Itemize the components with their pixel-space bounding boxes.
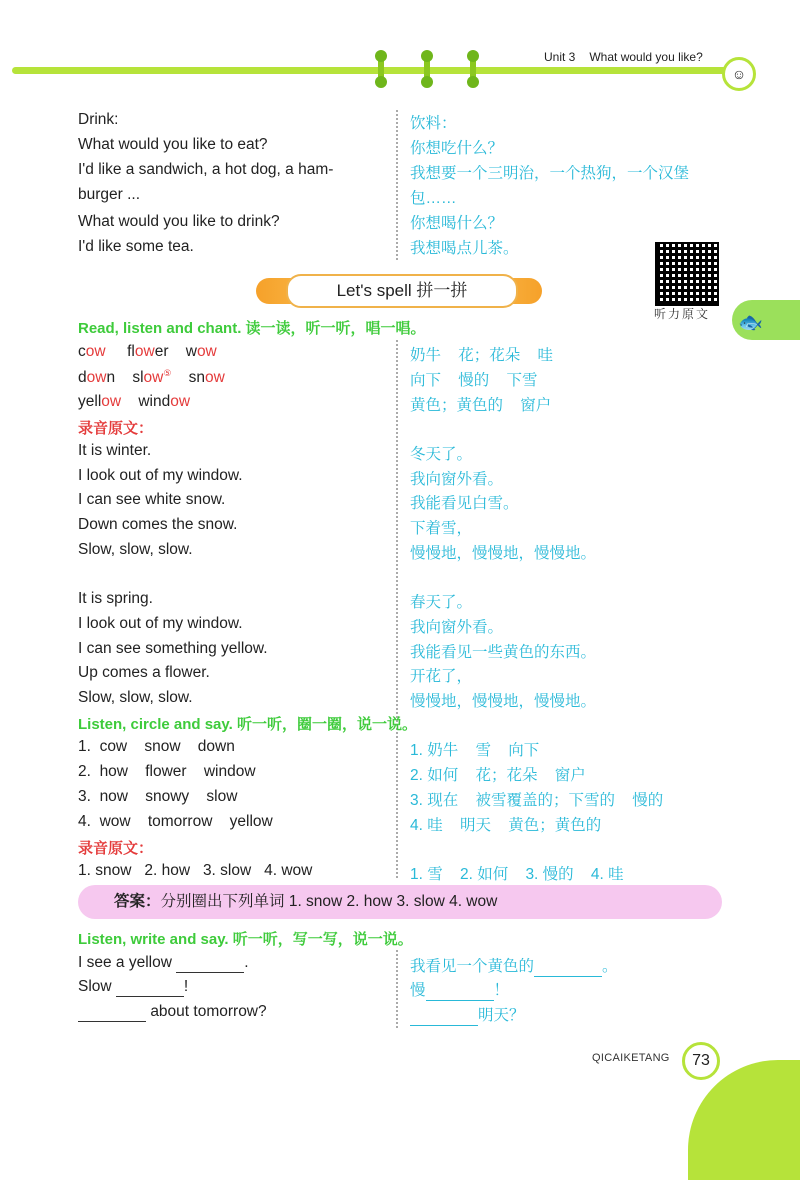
section-title-zh: 读一读，听一听，唱一唱。 xyxy=(245,320,426,337)
transcript-row-zh: 1. 雪 2. 如何 3. 慢的 4. 哇 xyxy=(410,866,624,883)
circle-row-zh: 2. 如何 花；花朵 窗户 xyxy=(410,767,586,784)
chant-line-zh: 我向窗外看。 xyxy=(410,619,504,636)
blank-field[interactable] xyxy=(116,978,184,997)
chant-line-zh: 慢慢地，慢慢地，慢慢地。 xyxy=(410,545,597,562)
text-line: What would you like to eat? xyxy=(78,136,268,153)
word: yellow xyxy=(78,393,122,410)
section-title xyxy=(78,713,417,734)
word: flower xyxy=(127,343,169,360)
chant-line-zh: 我能看见一些黄色的东西。 xyxy=(410,644,597,661)
section-title xyxy=(78,317,426,338)
section-title-zh: 听一听，写一写，说一说。 xyxy=(232,931,413,948)
word-row-zh: 奶牛 花；花朵 哇 xyxy=(410,347,554,364)
fill-line: Slow ! xyxy=(78,978,189,995)
transcript-label: 录音原文： xyxy=(78,420,154,437)
chant-line: Up comes a flower. xyxy=(78,664,210,681)
circle-row-zh: 4. 哇 明天 黄色；黄色的 xyxy=(410,817,602,834)
text-line-zh: 饮料： xyxy=(410,115,457,132)
word: slow⑤ xyxy=(132,368,172,387)
answer-text: 分别圈出下列单词 1. snow 2. how 3. slow 4. wow xyxy=(160,893,498,910)
circle-row: 3. now snowy slow xyxy=(78,788,238,805)
circle-row: 4. wow tomorrow yellow xyxy=(78,813,273,830)
chant-line-zh: 慢慢地，慢慢地，慢慢地。 xyxy=(410,693,597,710)
section-title xyxy=(78,928,413,949)
transcript-label: 录音原文： xyxy=(78,840,154,857)
word: snow xyxy=(188,369,225,387)
fill-line-zh: 慢 ！ xyxy=(410,982,510,999)
fill-line-zh: 我看见一个黄色的 。 xyxy=(410,958,618,975)
answer-box xyxy=(78,885,722,919)
binder-peg xyxy=(378,54,384,84)
text-line-zh: 你想吃什么？ xyxy=(410,140,504,157)
word-row-zh: 黄色；黄色的 窗户 xyxy=(410,397,552,414)
circle-row: 1. cow snow down xyxy=(78,738,235,755)
chant-line-zh: 春天了。 xyxy=(410,594,473,611)
blank-field[interactable] xyxy=(78,1003,146,1022)
word: cow xyxy=(78,343,106,360)
text-line: burger ... xyxy=(78,186,141,203)
blank-field[interactable] xyxy=(410,1007,478,1026)
blank-field[interactable] xyxy=(176,954,244,973)
fill-line: I see a yellow . xyxy=(78,954,249,971)
unit-label: Unit 3 xyxy=(544,50,576,64)
text-line-zh: 你想喝什么？ xyxy=(410,215,504,232)
chant-line: I look out of my window. xyxy=(78,615,243,632)
chant-line-zh: 我能看见白雪。 xyxy=(410,495,519,512)
text-line: I'd like some tea. xyxy=(78,238,194,255)
text-line: What would you like to drink? xyxy=(78,213,280,230)
text-line-zh: 我想要一个三明治，一个热狗，一个汉堡 xyxy=(410,165,690,182)
spell-title: Let's spell 拼一拼 xyxy=(286,274,518,308)
fill-line-zh: 明天？ xyxy=(410,1003,525,1026)
chant-line: Down comes the snow. xyxy=(78,516,238,533)
unit-title: What would you like? xyxy=(589,50,703,64)
binder-peg xyxy=(424,54,430,84)
chant-line: I can see white snow. xyxy=(78,491,226,508)
word: down xyxy=(78,369,116,387)
text-line-zh: 我想喝点儿茶。 xyxy=(410,240,519,257)
blank-field[interactable] xyxy=(426,982,494,1001)
page-number: 73 xyxy=(682,1042,720,1080)
section-title-en: Listen, circle and say. xyxy=(78,716,233,733)
word-row xyxy=(78,368,398,387)
chant-line-zh: 冬天了。 xyxy=(410,446,473,463)
text-line: I'd like a sandwich, a hot dog, a ham- xyxy=(78,161,334,178)
mascot-icon: ☺ xyxy=(722,57,756,91)
chant-line-zh: 我向窗外看。 xyxy=(410,471,504,488)
qr-label: 听力原文 xyxy=(654,307,711,321)
transcript-row: 1. snow 2. how 3. slow 4. wow xyxy=(78,862,313,879)
qr-code-icon[interactable] xyxy=(655,242,719,306)
chant-line: It is winter. xyxy=(78,442,152,459)
word-row xyxy=(78,343,398,361)
text-line-zh: 包…… xyxy=(410,190,457,207)
word: window xyxy=(138,393,191,410)
text-line: Drink: xyxy=(78,111,119,128)
blank-field[interactable] xyxy=(534,958,602,977)
chant-line: I look out of my window. xyxy=(78,467,243,484)
section-title-zh: 听一听，圈一圈，说一说。 xyxy=(236,716,417,733)
chant-line: Slow, slow, slow. xyxy=(78,541,193,558)
unit-header xyxy=(544,50,717,64)
fill-line: about tomorrow? xyxy=(78,1003,398,1022)
circle-row: 2. how flower window xyxy=(78,763,256,780)
word-row xyxy=(78,393,398,411)
binder-peg xyxy=(470,54,476,84)
section-title-en: Listen, write and say. xyxy=(78,931,229,948)
circle-row-zh: 3. 现在 被雪覆盖的；下雪的 慢的 xyxy=(410,792,664,809)
brand-label: QICAIKETANG xyxy=(592,1052,670,1064)
chant-line-zh: 下着雪， xyxy=(410,520,473,537)
chant-line-zh: 开花了， xyxy=(410,668,473,685)
word-row-zh: 向下 慢的 下雪 xyxy=(410,372,538,389)
section-title-en: Read, listen and chant. xyxy=(78,320,242,337)
chant-line: I can see something yellow. xyxy=(78,640,268,657)
fish-icon: 🐟 xyxy=(738,312,763,334)
circle-row-zh: 1. 奶牛 雪 向下 xyxy=(410,742,540,759)
chant-line: Slow, slow, slow. xyxy=(78,689,193,706)
answer-label: 答案： xyxy=(114,893,161,910)
chant-line: It is spring. xyxy=(78,590,153,607)
header-bar xyxy=(12,67,732,74)
word: wow xyxy=(185,343,217,360)
